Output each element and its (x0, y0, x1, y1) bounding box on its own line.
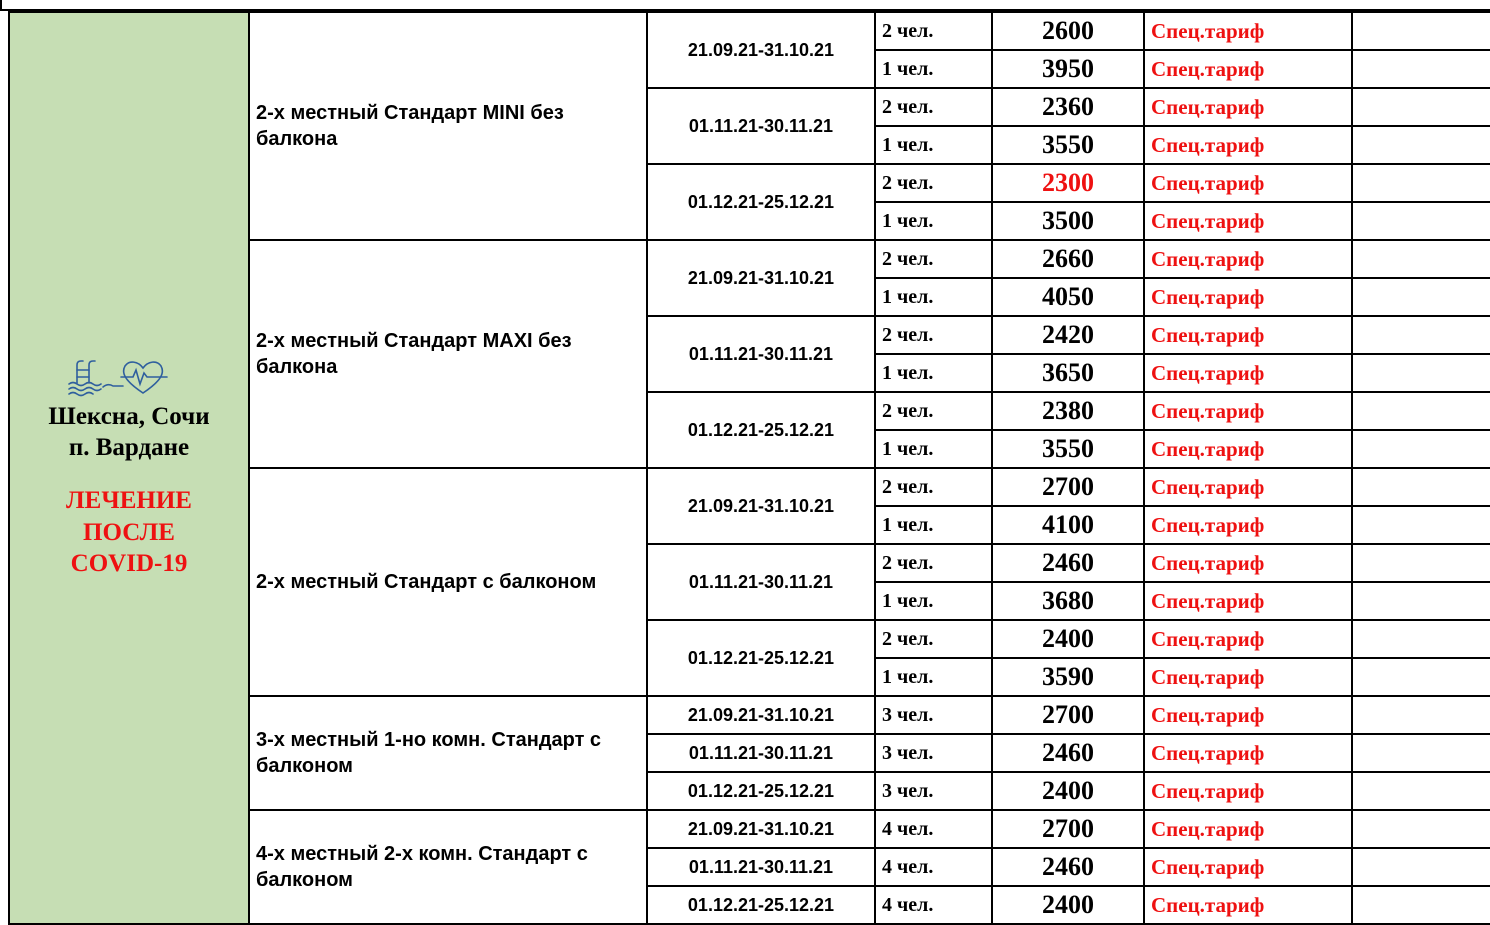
empty-cell (1352, 848, 1490, 886)
period-cell: 01.12.21-25.12.21 (647, 772, 875, 810)
tariff-cell: Спец.тариф (1144, 12, 1352, 50)
tariff-cell: Спец.тариф (1144, 544, 1352, 582)
persons-cell: 2 чел. (875, 164, 992, 202)
tariff-cell: Спец.тариф (1144, 506, 1352, 544)
tariff-cell: Спец.тариф (1144, 582, 1352, 620)
tariff-cell: Спец.тариф (1144, 202, 1352, 240)
price-cell: 2380 (992, 392, 1144, 430)
period-cell: 21.09.21-31.10.21 (647, 468, 875, 544)
price-cell: 2460 (992, 848, 1144, 886)
period-cell: 01.12.21-25.12.21 (647, 392, 875, 468)
persons-cell: 2 чел. (875, 88, 992, 126)
price-cell: 3680 (992, 582, 1144, 620)
empty-cell (1352, 734, 1490, 772)
persons-cell: 3 чел. (875, 734, 992, 772)
price-cell: 3590 (992, 658, 1144, 696)
tariff-cell: Спец.тариф (1144, 810, 1352, 848)
persons-cell: 1 чел. (875, 354, 992, 392)
persons-cell: 1 чел. (875, 658, 992, 696)
price-table-body (9, 12, 1490, 924)
pool-heart-pulse-icon (63, 357, 195, 397)
tariff-cell: Спец.тариф (1144, 354, 1352, 392)
room-type-cell: 2-х местный Стандарт с балконом (249, 468, 647, 696)
price-cell: 2460 (992, 734, 1144, 772)
period-cell: 01.12.21-25.12.21 (647, 164, 875, 240)
price-cell: 2660 (992, 240, 1144, 278)
empty-cell (1352, 810, 1490, 848)
persons-cell: 1 чел. (875, 506, 992, 544)
price-cell: 2400 (992, 886, 1144, 924)
period-cell: 21.09.21-31.10.21 (647, 696, 875, 734)
price-cell: 2460 (992, 544, 1144, 582)
persons-cell: 1 чел. (875, 202, 992, 240)
tariff-cell: Спец.тариф (1144, 620, 1352, 658)
persons-cell: 2 чел. (875, 316, 992, 354)
price-cell: 4100 (992, 506, 1144, 544)
period-cell: 01.11.21-30.11.21 (647, 848, 875, 886)
price-cell: 4050 (992, 278, 1144, 316)
period-cell: 01.11.21-30.11.21 (647, 316, 875, 392)
table-row (9, 12, 1490, 50)
persons-cell: 1 чел. (875, 278, 992, 316)
empty-cell (1352, 354, 1490, 392)
empty-cell (1352, 88, 1490, 126)
empty-cell (1352, 696, 1490, 734)
price-cell: 2400 (992, 772, 1144, 810)
period-cell: 01.11.21-30.11.21 (647, 544, 875, 620)
empty-cell (1352, 202, 1490, 240)
program-line3: COVID-19 (70, 549, 188, 577)
persons-cell: 4 чел. (875, 848, 992, 886)
empty-cell (1352, 772, 1490, 810)
tariff-cell: Спец.тариф (1144, 658, 1352, 696)
tariff-cell: Спец.тариф (1144, 886, 1352, 924)
price-cell: 2360 (992, 88, 1144, 126)
empty-cell (1352, 506, 1490, 544)
persons-cell: 4 чел. (875, 810, 992, 848)
tariff-cell: Спец.тариф (1144, 240, 1352, 278)
persons-cell: 1 чел. (875, 582, 992, 620)
period-cell: 21.09.21-31.10.21 (647, 240, 875, 316)
tariff-cell: Спец.тариф (1144, 696, 1352, 734)
period-cell: 21.09.21-31.10.21 (647, 12, 875, 88)
empty-cell (1352, 886, 1490, 924)
hotel-cell (9, 12, 249, 924)
empty-cell (1352, 126, 1490, 164)
persons-cell: 3 чел. (875, 772, 992, 810)
empty-cell (1352, 278, 1490, 316)
persons-cell: 1 чел. (875, 430, 992, 468)
empty-cell (1352, 164, 1490, 202)
price-cell: 2300 (992, 164, 1144, 202)
tariff-cell: Спец.тариф (1144, 50, 1352, 88)
room-type-cell: 2-х местный Стандарт MINI без балкона (249, 12, 647, 240)
persons-cell: 1 чел. (875, 126, 992, 164)
tariff-cell: Спец.тариф (1144, 848, 1352, 886)
tariff-cell: Спец.тариф (1144, 126, 1352, 164)
persons-cell: 2 чел. (875, 12, 992, 50)
period-cell: 21.09.21-31.10.21 (647, 810, 875, 848)
price-cell: 3650 (992, 354, 1144, 392)
period-cell: 01.12.21-25.12.21 (647, 886, 875, 924)
persons-cell: 3 чел. (875, 696, 992, 734)
empty-cell (1352, 392, 1490, 430)
empty-cell (1352, 430, 1490, 468)
price-cell: 2600 (992, 12, 1144, 50)
top-border (0, 0, 1490, 11)
tariff-cell: Спец.тариф (1144, 316, 1352, 354)
price-cell: 2400 (992, 620, 1144, 658)
empty-cell (1352, 468, 1490, 506)
empty-cell (1352, 12, 1490, 50)
price-table (8, 11, 1490, 925)
hotel-name-line2: п. Вардане (68, 434, 190, 462)
period-cell: 01.12.21-25.12.21 (647, 620, 875, 696)
price-cell: 2700 (992, 810, 1144, 848)
persons-cell: 1 чел. (875, 50, 992, 88)
persons-cell: 2 чел. (875, 240, 992, 278)
tariff-cell: Спец.тариф (1144, 392, 1352, 430)
room-type-cell: 2-х местный Стандарт MAXI без балкона (249, 240, 647, 468)
room-type-cell: 3-х местный 1-но комн. Стандарт с балконом (249, 696, 647, 810)
price-cell: 3500 (992, 202, 1144, 240)
tariff-cell: Спец.тариф (1144, 468, 1352, 506)
persons-cell: 2 чел. (875, 620, 992, 658)
program-line1: ЛЕЧЕНИЕ (66, 487, 192, 515)
tariff-cell: Спец.тариф (1144, 430, 1352, 468)
tariff-cell: Спец.тариф (1144, 734, 1352, 772)
price-cell: 2700 (992, 468, 1144, 506)
price-cell: 3550 (992, 430, 1144, 468)
empty-cell (1352, 620, 1490, 658)
period-cell: 01.11.21-30.11.21 (647, 88, 875, 164)
period-cell: 01.11.21-30.11.21 (647, 734, 875, 772)
price-cell: 2700 (992, 696, 1144, 734)
empty-cell (1352, 544, 1490, 582)
persons-cell: 2 чел. (875, 544, 992, 582)
program-line2: ПОСЛЕ (83, 518, 175, 546)
persons-cell: 2 чел. (875, 392, 992, 430)
tariff-cell: Спец.тариф (1144, 278, 1352, 316)
hotel-name-line1: Шексна, Сочи (48, 402, 210, 430)
room-type-cell: 4-х местный 2-х комн. Стандарт с балконом (249, 810, 647, 924)
empty-cell (1352, 50, 1490, 88)
tariff-cell: Спец.тариф (1144, 772, 1352, 810)
tariff-cell: Спец.тариф (1144, 88, 1352, 126)
price-cell: 3950 (992, 50, 1144, 88)
price-cell: 2420 (992, 316, 1144, 354)
empty-cell (1352, 582, 1490, 620)
empty-cell (1352, 240, 1490, 278)
price-cell: 3550 (992, 126, 1144, 164)
program-title (16, 485, 242, 579)
empty-cell (1352, 316, 1490, 354)
persons-cell: 2 чел. (875, 468, 992, 506)
empty-cell (1352, 658, 1490, 696)
tariff-cell: Спец.тариф (1144, 164, 1352, 202)
persons-cell: 4 чел. (875, 886, 992, 924)
